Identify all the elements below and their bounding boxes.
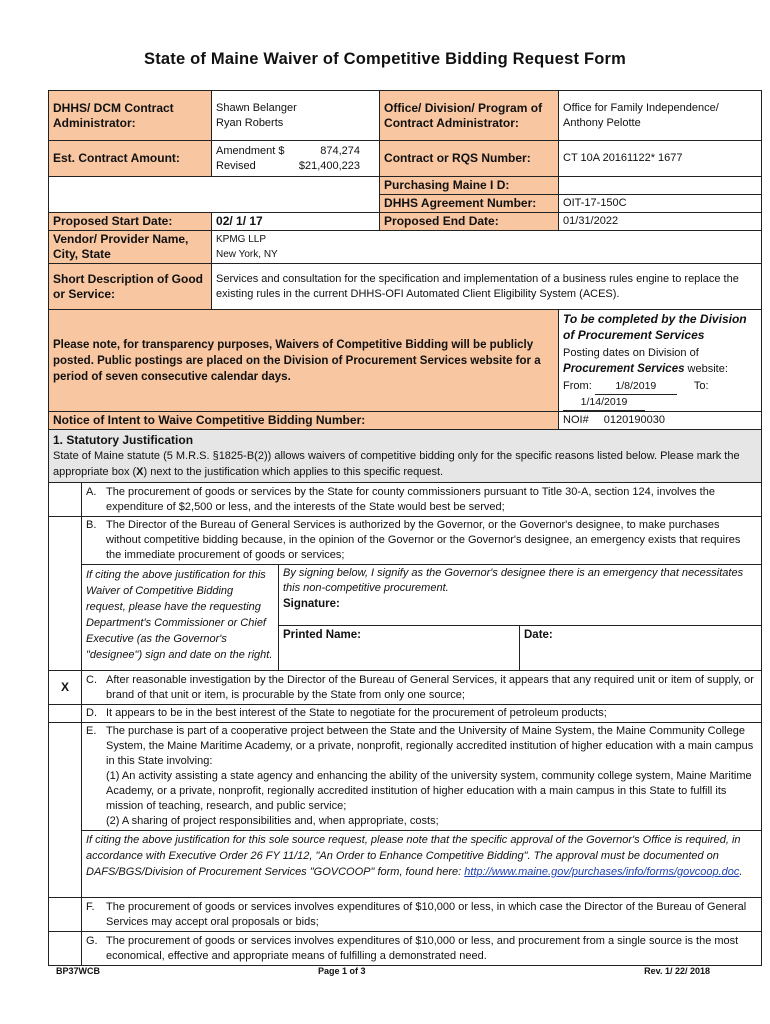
procurement-posting-cell	[559, 310, 762, 412]
office-label: Office/ Division/ Program of Contract Administrator:	[380, 91, 559, 141]
contract-number-label: Contract or RQS Number:	[380, 141, 559, 177]
printed-name-label: Printed Name:	[283, 629, 361, 641]
dcm-value[interactable]	[212, 91, 380, 141]
justification-d-text: It appears to be in the best interest of the State to negotiate for the procurement of petroleum products;	[106, 707, 607, 719]
checkbox-g[interactable]	[49, 932, 82, 966]
checkbox-d[interactable]	[49, 705, 82, 723]
est-amount-label: Est. Contract Amount:	[49, 141, 212, 177]
short-description-label: Short Description of Good or Service:	[49, 264, 212, 310]
posting-dates-row	[563, 379, 757, 411]
office-value[interactable]: Office for Family Independence/ Anthony Pelotte	[559, 91, 762, 141]
date-label: Date:	[524, 629, 553, 641]
checkbox-a[interactable]	[49, 483, 82, 517]
posting-dates-text	[563, 345, 757, 377]
agreement-number-value[interactable]: OIT-17-150C	[559, 195, 762, 213]
waiver-form-table	[48, 90, 762, 966]
agreement-number-label: DHHS Agreement Number:	[380, 195, 559, 213]
intro-x: X	[136, 466, 144, 478]
revised-label: Revised	[216, 159, 256, 172]
justification-d: D. It appears to be in the best interest of the State to negotiate for the procurement of petroleum products;	[82, 705, 762, 723]
justification-e-text: The purchase is part of a cooperative project between the State and the University of Maine System, the Maine Community College System, the Maine Maritime Academy, or a private, nonprofit, regionally accredited institution of higher education with a main campus in this State involving:	[106, 725, 754, 767]
printed-name-field[interactable]	[279, 626, 520, 670]
justification-f-text: The procurement of goods or services involves expenditures of $10,000 or less, in which case the Director of the Bureau of General Services may accept oral proposals or bids;	[106, 900, 747, 928]
notice-number-label: Notice of Intent to Waive Competitive Bidding Number:	[49, 412, 559, 430]
justification-e2: (2) A sharing of project responsibilities and, when appropriate, costs;	[106, 815, 439, 827]
signature-cell[interactable]	[279, 565, 761, 625]
justification-g-text: The procurement of goods or services involves expenditures of $10,000 or less, and procurement from a single source is the most economical, effective and appropriate means of fulfilling a demonstrated need.	[106, 934, 739, 962]
contract-number-value[interactable]: CT 10A 20161122* 1677	[559, 141, 762, 177]
purchasing-id-value[interactable]	[559, 177, 762, 195]
justification-g: G. The procurement of goods or services involves expenditures of $10,000 or less, and procurement from a single source is the most economical, effective and appropriate means of fulfilling a demonstrated need.	[82, 932, 762, 966]
purchasing-id-label: Purchasing Maine I D:	[380, 177, 559, 195]
transparency-notice: Please note, for transparency purposes, Waivers of Competitive Bidding will be publicly posted. Public postings are placed on the Division of Procurement Services website for a period of seven consecutive calendar days.	[49, 310, 559, 412]
end-date-value[interactable]: 01/31/2022	[559, 213, 762, 231]
section1-intro	[53, 448, 757, 480]
page-number: Page 1 of 3	[318, 966, 366, 976]
procurement-heading: To be completed by the Division of Procurement Services	[563, 312, 747, 342]
signature-label: Signature:	[283, 598, 340, 610]
cooperative-note-text: If citing the above justification for this sole source request, please note that the specific approval of the Governor's Office is required, in accordance with Executive Order 26 FY 11/12, "An Order to Enhance Competitive Bidding". The approval must be documented on DAFS/BGS/Division of Procurement Services "GOVCOOP" form, found here:	[86, 834, 741, 878]
justification-e: E. The purchase is part of a cooperative project between the State and the University of Maine System, the Maine Community College System, the Maine Maritime Academy, or a private, nonprofit, regionally accredited institution of higher education with a main campus in this State involving: (1) An activity assisting a state agency and enhancing the ability of the university system, community college system, Maine Maritime Academy, or a private, nonprofit, regionally accredited institution of higher education with a main campus in this State to fulfill its mission of teaching, research, and public service; (2) A sharing of project responsibilities and, when appropriate, costs; If citing the above justification for this sole source request, please note that the specific approval of the Governor's Office is required, in accordance with Executive Order 26 FY 11/12, "An Order to Enhance Competitive Bidding". The approval must be documented on DAFS/BGS/Division of Procurement Services "GOVCOOP" form, found here: http://www.maine.gov/purchases/info/forms/govcoop.doc.	[82, 723, 762, 898]
checkbox-f[interactable]	[49, 898, 82, 932]
intro-text-a: State of Maine statute (5 M.R.S. §1825-B(2)) allows waivers of competitive bidding only for the specific reasons listed below. Please mark the appropriate box (	[53, 450, 740, 478]
justification-a: A. The procurement of goods or services by the State for county commissioners pursuant to Title 30-A, section 124, involves the expenditure of $2,500 or less, and the interests of the State would best be served;	[82, 483, 762, 517]
justification-c: C. After reasonable investigation by the Director of the Bureau of General Services, it appears that any required unit or item of supply, or brand of that unit or item, is procurable by the State from only one source;	[82, 671, 762, 705]
est-amount-value[interactable]	[212, 141, 380, 177]
vendor-label: Vendor/ Provider Name, City, State	[49, 231, 212, 264]
short-description-value[interactable]: Services and consultation for the specification and implementation of a business rules engine to replace the existing rules in the current DHHS-OFI Automated Client Eligibility System (ACES).	[212, 264, 762, 310]
cooperative-note-end: .	[739, 866, 743, 878]
noi-value: 0120190030	[603, 414, 665, 426]
date-field[interactable]	[520, 626, 761, 670]
justification-a-text: The procurement of goods or services by the State for county commissioners pursuant to Title 30-A, section 124, involves the expenditure of $2,500 or less, and the interests of the State would best be served;	[106, 485, 715, 513]
noi-cell[interactable]	[559, 412, 762, 430]
revision-date: Rev. 1/ 22/ 2018	[644, 966, 710, 976]
noi-label: NOI#	[563, 414, 589, 426]
blank-cell	[49, 195, 380, 213]
start-date-label: Proposed Start Date:	[49, 213, 212, 231]
section1-header	[49, 430, 762, 483]
posting-text-c: website:	[684, 363, 728, 375]
checkbox-c[interactable]: X	[49, 671, 82, 705]
vendor-name: KPMG LLP	[216, 234, 267, 245]
amendment-label: Amendment $	[216, 144, 285, 157]
amendment-value: 874,274	[320, 144, 361, 157]
from-date[interactable]: 1/8/2019	[595, 379, 677, 395]
end-date-label: Proposed End Date:	[380, 213, 559, 231]
emergency-note: If citing the above justification for this Waiver of Competitive Bidding request, please have the requesting Department's Commissioner or Chief Executive (as the Governor's "designee") sign and date on the right.	[82, 565, 279, 670]
from-label: From:	[563, 380, 592, 392]
dcm-name-1: Shawn Belanger	[216, 101, 297, 114]
to-label: To:	[693, 380, 709, 392]
start-date-value[interactable]: 02/ 1/ 17	[212, 213, 380, 231]
cooperative-note	[82, 830, 761, 881]
form-code: BP37WCB	[56, 966, 101, 976]
intro-text-b: ) next to the justification which applies to this specific request.	[143, 466, 444, 478]
dcm-label: DHHS/ DCM Contract Administrator:	[49, 91, 212, 141]
designee-statement: By signing below, I signify as the Governor's designee there is an emergency that necessitates this non-competitive procurement.	[283, 567, 744, 594]
vendor-value[interactable]	[212, 231, 762, 264]
revised-value: $21,400,223	[298, 159, 361, 172]
govcoop-form-link[interactable]: http://www.maine.gov/purchases/info/forms/govcoop.doc	[464, 866, 740, 878]
vendor-city: New York, NY	[216, 249, 278, 260]
to-date[interactable]: 1/14/2019	[563, 395, 645, 411]
dcm-name-2: Ryan Roberts	[216, 116, 284, 129]
checkbox-b[interactable]	[49, 517, 82, 671]
page-title: State of Maine Waiver of Competitive Bidding Request Form	[143, 50, 626, 68]
justification-f: F. The procurement of goods or services involves expenditures of $10,000 or less, in which case the Director of the Bureau of General Services may accept oral proposals or bids;	[82, 898, 762, 932]
posting-text-b: Procurement Services	[563, 363, 685, 375]
blank-cell	[49, 177, 380, 195]
justification-b-text: The Director of the Bureau of General Services is authorized by the Governor, or the Governor's designee, to make purchases without competitive bidding because, in the opinion of the Governor or the Governor's designee, an emergency exists that requires the immediate procurement of goods or services;	[106, 519, 741, 561]
justification-b: B. The Director of the Bureau of General Services is authorized by the Governor, or the Governor's designee, to make purchases without competitive bidding because, in the opinion of the Governor or the Governor's designee, an emergency exists that requires the immediate procurement of goods or services; If citing the above justification for this Waiver of Competitive Bidding request, please have the requesting Department's Commissioner or Chief Executive (as the Governor's "designee") sign and date on the right. By signing below, I signify as the Governor's designee there is an emergency that necessitates this non-competitive procurement. Signature: Printed Name: Date:	[82, 517, 762, 671]
justification-e1: (1) An activity assisting a state agency and enhancing the ability of the university system, community college system, Maine Maritime Academy, or a private, nonprofit, regionally accredited institution of higher education with a main campus in this State to fulfill its mission of teaching, research, and public service;	[106, 770, 752, 812]
posting-text-a: Posting dates on Division of	[563, 347, 699, 359]
checkbox-e[interactable]	[49, 723, 82, 898]
section1-heading: 1. Statutory Justification	[53, 433, 194, 447]
justification-c-text: After reasonable investigation by the Director of the Bureau of General Services, it appears that any required unit or item of supply, or brand of that unit or item, is procurable by the State from only one source;	[106, 673, 754, 701]
